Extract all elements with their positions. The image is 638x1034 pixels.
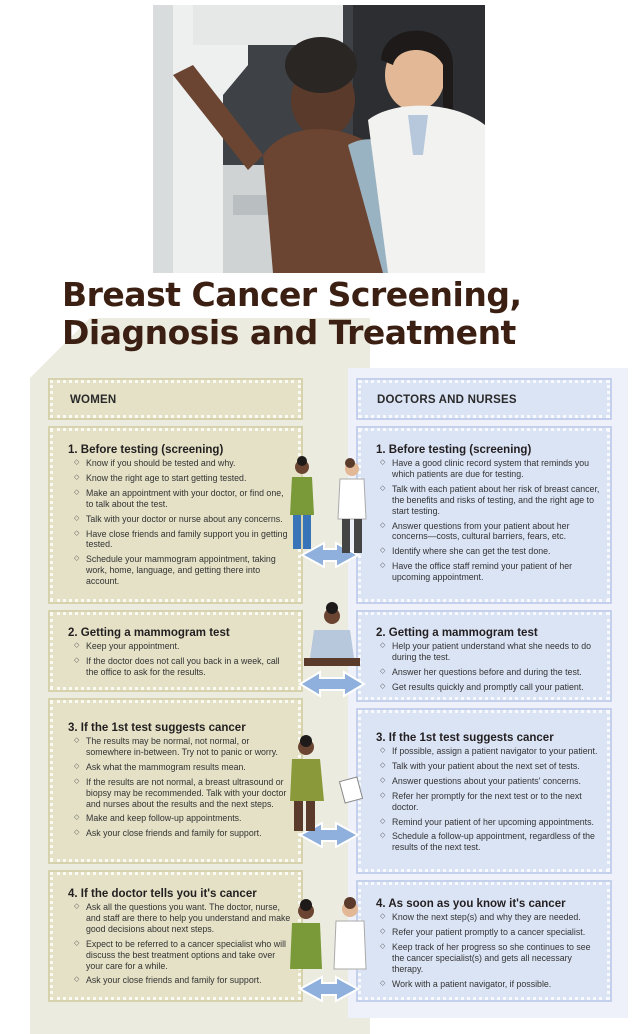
list-item: ◇ Keep your appointment.	[72, 641, 284, 652]
doctors-step-3-list	[378, 746, 602, 857]
list-item: ◇ Talk with your patient about the next set of tests.	[378, 761, 602, 772]
doctors-step-2-list	[378, 641, 602, 697]
list-item: ◇ Keep track of her progress so she continues to see the cancer specialist(s) and gets all necessary therapy.	[378, 942, 602, 975]
women-step-3-list	[72, 736, 292, 843]
mammogram-photo	[153, 5, 485, 273]
list-item: ◇ Refer your patient promptly to a cancer specialist.	[378, 927, 602, 938]
list-item: ◇ Expect to be referred to a cancer specialist who will discuss the best treatment options and take over your care for a while.	[72, 939, 292, 972]
list-item: ◇ Ask your close friends and family for support.	[72, 975, 292, 986]
patient-report-illustration	[284, 735, 374, 860]
list-item: ◇ Get results quickly and promptly call your patient.	[378, 682, 602, 693]
page-title	[62, 276, 582, 352]
list-item: ◇ If possible, assign a patient navigator to your patient.	[378, 746, 602, 757]
title-line-1: Breast Cancer Screening,	[62, 275, 522, 314]
doctors-step-4-title: 4. As soon as you know it's cancer	[376, 898, 566, 910]
women-header: WOMEN	[70, 394, 117, 406]
patient-doctor-illustration-4	[284, 897, 374, 1007]
title-line-2: Diagnosis and Treatment	[62, 313, 516, 352]
women-step-2-list	[72, 641, 284, 682]
list-item: ◇ Know if you should be tested and why.	[72, 458, 292, 469]
list-item: ◇ Schedule a follow-up appointment, regardless of the results of the next test.	[378, 831, 602, 853]
list-item: ◇ Ask what the mammogram results mean.	[72, 762, 292, 773]
doctors-step-1-title: 1. Before testing (screening)	[376, 444, 532, 456]
list-item: ◇ The results may be normal, not normal, or somewhere in-between. Try not to panic or worry.	[72, 736, 292, 758]
list-item: ◇ Have a good clinic record system that reminds you which patients are due for testing.	[378, 458, 602, 480]
women-step-1-title: 1. Before testing (screening)	[68, 444, 224, 456]
list-item: ◇ Work with a patient navigator, if possible.	[378, 979, 602, 990]
women-step-1-list	[72, 458, 292, 591]
list-item: ◇ Talk with your doctor or nurse about any concerns.	[72, 514, 292, 525]
list-item: ◇ Schedule your mammogram appointment, taking work, home, language, and getting there into account.	[72, 554, 292, 587]
women-step-3-title: 3. If the 1st test suggests cancer	[68, 722, 246, 734]
list-item: ◇ Answer her questions before and during the test.	[378, 667, 602, 678]
list-item: ◇ Help your patient understand what she needs to do during the test.	[378, 641, 602, 663]
list-item: ◇ If the results are not normal, a breast ultrasound or biopsy may be recommended. Talk with your doctor and nurses about the results and the next steps.	[72, 777, 292, 810]
list-item: ◇ Refer her promptly for the next test or to the next doctor.	[378, 791, 602, 813]
list-item: ◇ Know the next step(s) and why they are needed.	[378, 912, 602, 923]
list-item: ◇ Remind your patient of her upcoming appointments.	[378, 817, 602, 828]
women-step-4-title: 4. If the doctor tells you it's cancer	[68, 888, 257, 900]
double-arrow-icon	[300, 672, 364, 696]
mammogram-patient-illustration	[292, 600, 372, 700]
doctors-step-1-list	[378, 458, 602, 587]
list-item: ◇ Identify where she can get the test done.	[378, 546, 602, 557]
list-item: ◇ Talk with each patient about her risk of breast cancer, the benefits and risks of testing, and the right age to start testing.	[378, 484, 602, 517]
list-item: ◇ Have close friends and family support you in getting tested.	[72, 529, 292, 551]
doctors-step-4-list	[378, 912, 602, 993]
list-item: ◇ Answer questions about your patients' concerns.	[378, 776, 602, 787]
list-item: ◇ Ask all the questions you want. The doctor, nurse, and staff are there to help you understand and make good decisions about next steps.	[72, 902, 292, 935]
list-item: ◇ Have the office staff remind your patient of her upcoming appointment.	[378, 561, 602, 583]
list-item: ◇ Ask your close friends and family for support.	[72, 828, 292, 839]
patient-doctor-illustration-1	[284, 455, 374, 585]
doctors-header: DOCTORS AND NURSES	[377, 394, 517, 406]
list-item: ◇ Know the right age to start getting tested.	[72, 473, 292, 484]
doctors-step-3-title: 3. If the 1st test suggests cancer	[376, 732, 554, 744]
doctors-step-2-title: 2. Getting a mammogram test	[376, 627, 538, 639]
women-step-2-title: 2. Getting a mammogram test	[68, 627, 230, 639]
list-item: ◇ Answer questions from your patient about her concerns—costs, cultural barriers, fears, etc.	[378, 521, 602, 543]
list-item: ◇ Make and keep follow-up appointments.	[72, 813, 292, 824]
women-step-4-list	[72, 902, 292, 990]
list-item: ◇ If the doctor does not call you back in a week, call the office to ask for the results.	[72, 656, 284, 678]
list-item: ◇ Make an appointment with your doctor, or find one, to talk about the test.	[72, 488, 292, 510]
double-arrow-icon	[300, 977, 358, 1001]
